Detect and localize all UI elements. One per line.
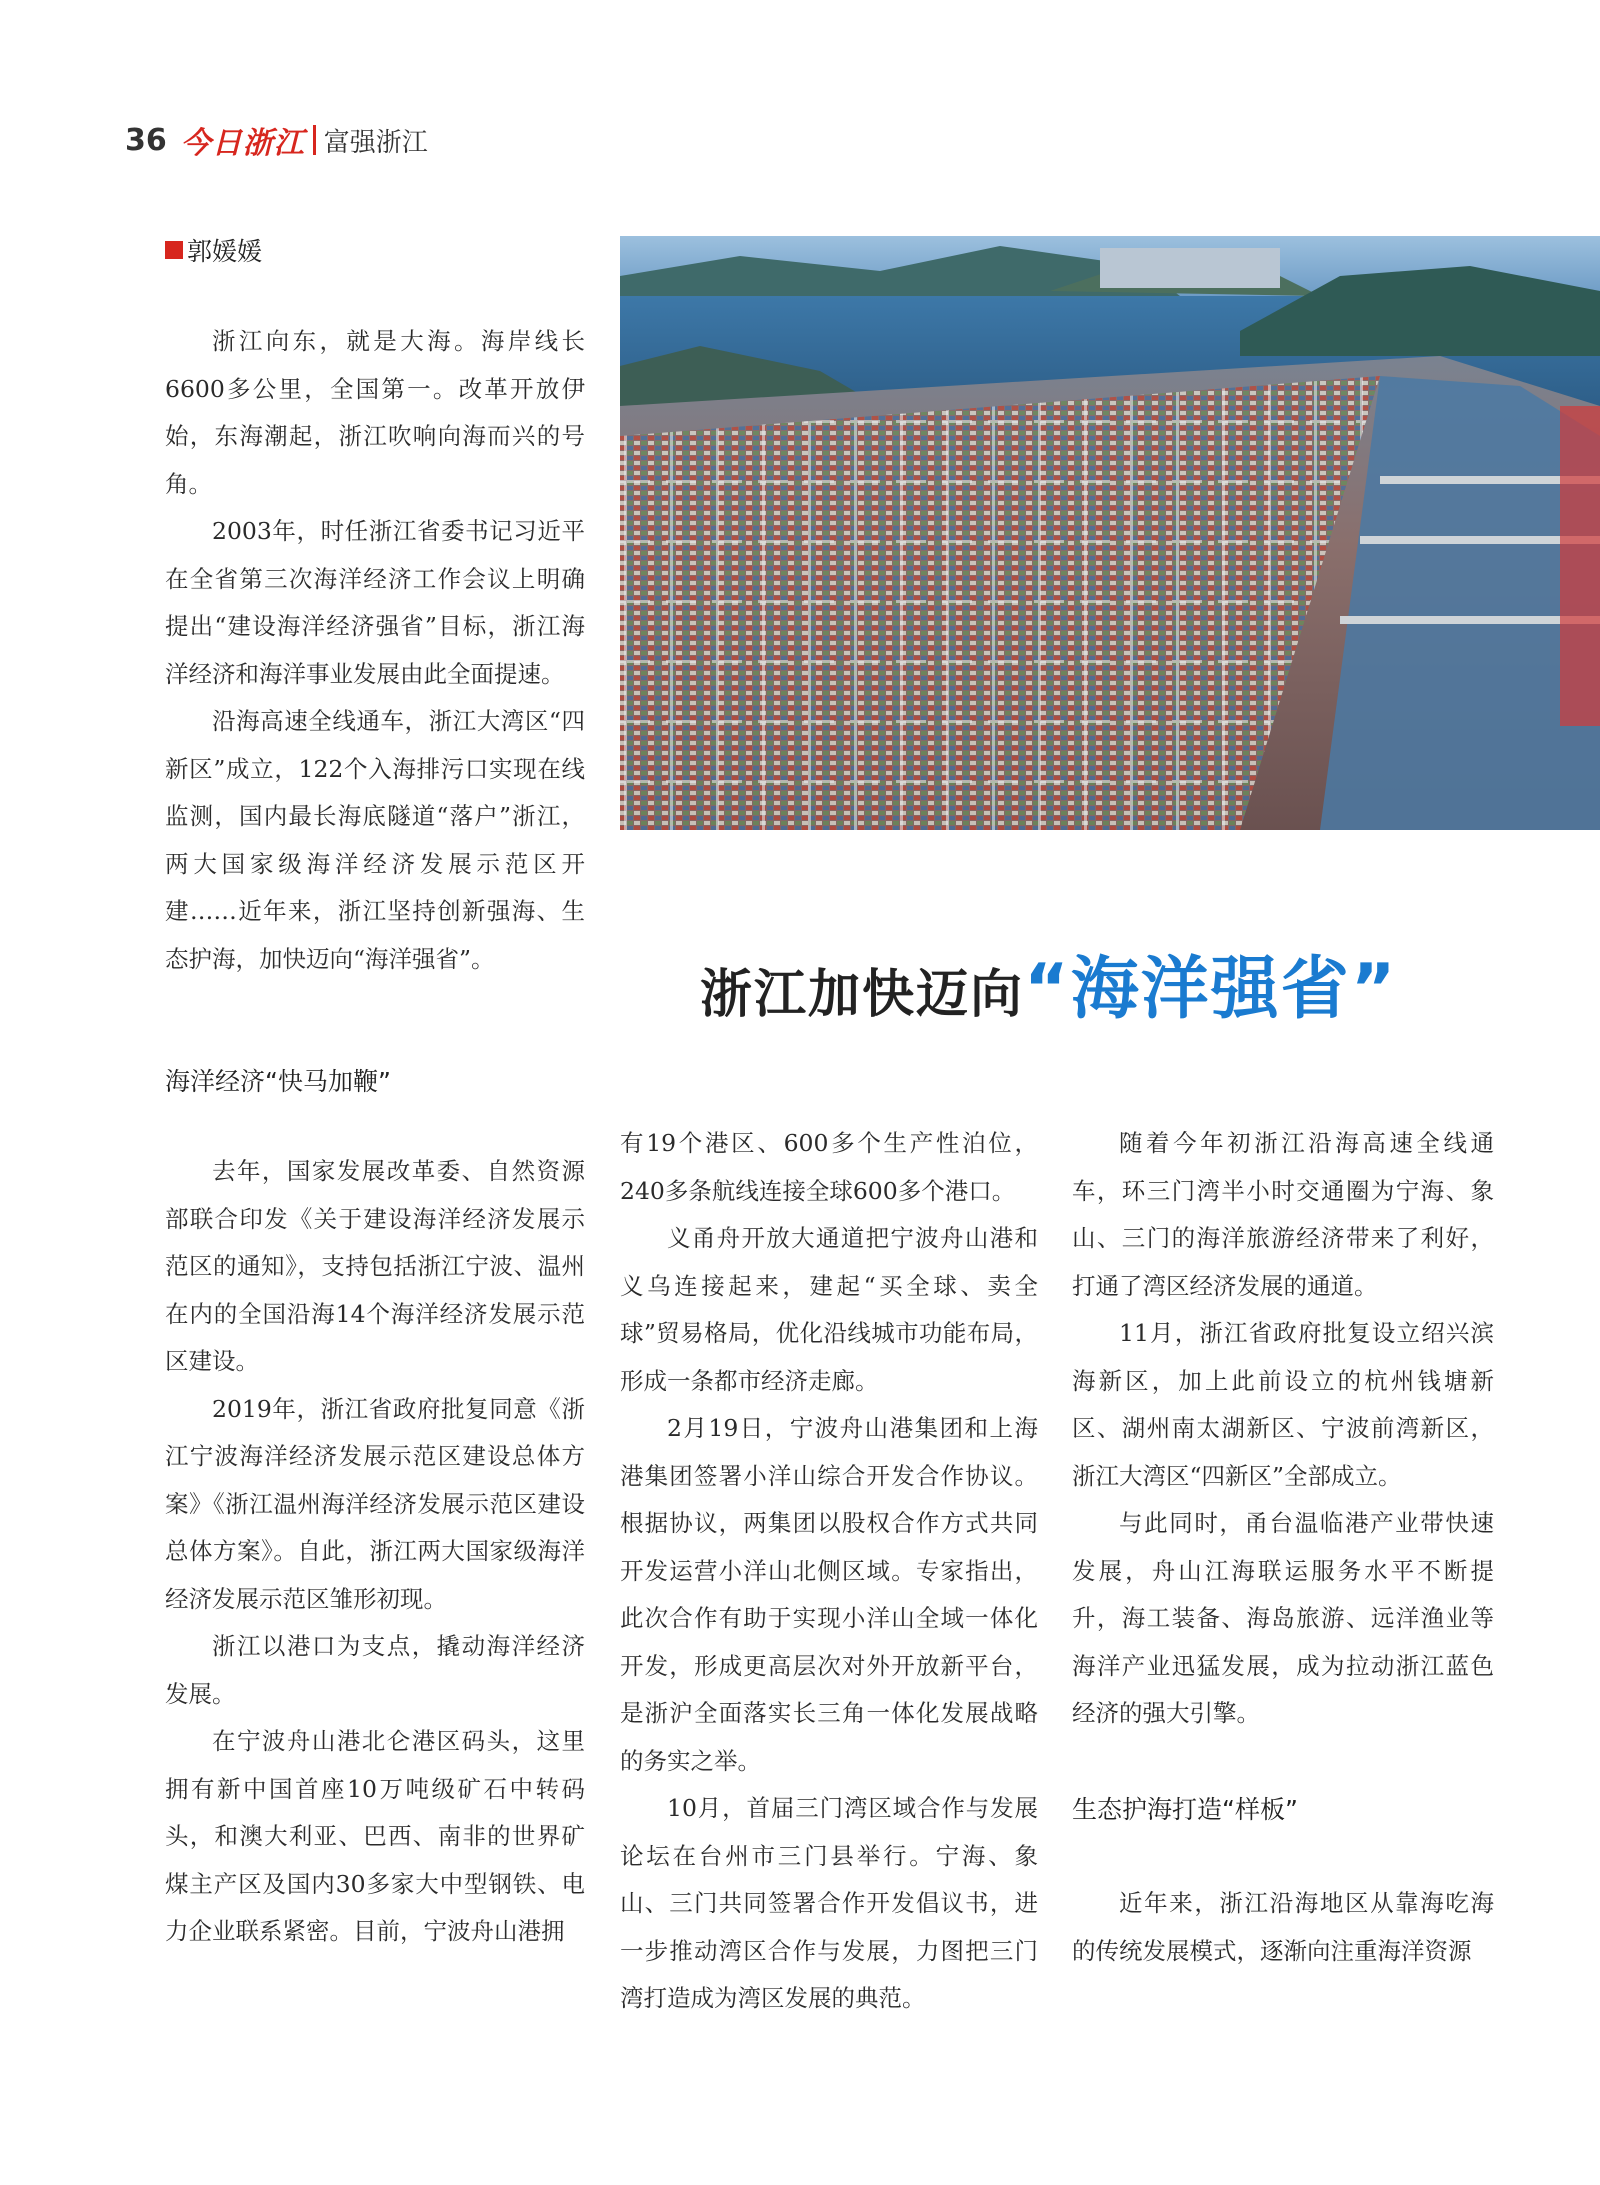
- body-paragraph: 2019年，浙江省政府批复同意《浙江宁波海洋经济发展示范区建设总体方案》《浙江温州海洋经济发展示范区建设总体方案》。自此，浙江两大国家级海洋经济发展示范区雏形初现。: [165, 1394, 585, 1613]
- author-marker-icon: [165, 241, 183, 259]
- body-paragraph: 10月，首届三门湾区域合作与发展论坛在台州市三门县举行。宁海、象山、三门共同签署合作开发倡议书，进一步推动湾区合作与发展，力图把三门湾打造成为湾区发展的典范。: [620, 1794, 1038, 2012]
- section-heading: 生态护海打造“样板”: [1072, 1795, 1298, 1824]
- body-paragraph: 与此同时，甬台温临港产业带快速发展，舟山江海联运服务水平不断提升，海工装备、海岛旅游、远洋渔业等海洋产业迅猛发展，成为拉动浙江蓝色经济的强大引擎。: [1072, 1509, 1494, 1727]
- body-paragraph: 义甬舟开放大通道把宁波舟山港和义乌连接起来，建起“买全球、卖全球”贸易格局，优化沿线城市功能布局，形成一条都市经济走廊。: [620, 1224, 1038, 1395]
- body-paragraph: 去年，国家发展改革委、自然资源部联合印发《关于建设海洋经济发展示范区的通知》，支持包括浙江宁波、温州在内的全国沿海14个海洋经济发展示范区建设。: [165, 1157, 585, 1375]
- header-divider: [313, 125, 316, 155]
- body-column-c-section2: [1072, 1880, 1494, 1975]
- section-heading: 海洋经济“快马加鞭”: [165, 1067, 391, 1096]
- magazine-logo: 今日浙江: [180, 126, 305, 161]
- body-paragraph: 在宁波舟山港北仑港区码头，这里拥有新中国首座10万吨级矿石中转码头，和澳大利亚、巴西、南非的世界矿煤主产区及国内30多家大中型钢铁、电力企业联系紧密。目前，宁波舟山港拥: [165, 1727, 585, 1945]
- headline: [700, 935, 1397, 1032]
- body-paragraph: 随着今年初浙江沿海高速全线通车，环三门湾半小时交通圈为宁海、象山、三门的海洋旅游经济带来了利好，打通了湾区经济发展的通道。: [1072, 1129, 1494, 1300]
- body-paragraph-continued: 有19个港区、600多个生产性泊位，240多条航线连接全球600多个港口。: [620, 1129, 1038, 1205]
- body-paragraph: 浙江以港口为支点，撬动海洋经济发展。: [165, 1632, 585, 1708]
- body-column-c: [1072, 1120, 1494, 1738]
- intro-column: [165, 318, 585, 983]
- section-name: 富强浙江: [323, 127, 428, 158]
- headline-accent: “海洋强省”: [1024, 950, 1398, 1029]
- intro-paragraph: 2003年，时任浙江省委书记习近平在全省第三次海洋经济工作会议上明确提出“建设海洋经济强省”目标，浙江海洋经济和海洋事业发展由此全面提速。: [165, 517, 585, 688]
- body-column-a: [165, 1148, 585, 1956]
- headline-main: 浙江加快迈向: [700, 964, 1025, 1025]
- body-column-b: [620, 1120, 1038, 2023]
- author-line: [165, 232, 262, 268]
- page-number: 36: [125, 122, 167, 158]
- page-header: [125, 120, 428, 160]
- body-paragraph: 11月，浙江省政府批复设立绍兴滨海新区，加上此前设立的杭州钱塘新区、湖州南太湖新区、宁波前湾新区，浙江大湾区“四新区”全部成立。: [1072, 1319, 1494, 1490]
- intro-paragraph: 浙江向东，就是大海。海岸线长6600多公里，全国第一。改革开放伊始，东海潮起，浙江吹响向海而兴的号角。: [165, 327, 585, 498]
- body-paragraph: 2月19日，宁波舟山港集团和上海港集团签署小洋山综合开发合作协议。根据协议，两集团以股权合作方式共同开发运营小洋山北侧区域。专家指出，此次合作有助于实现小洋山全域一体化开发，形成更高层次对外开放新平台，是浙沪全面落实长三角一体化发展战略的务实之举。: [620, 1414, 1038, 1775]
- body-paragraph: 近年来，浙江沿海地区从靠海吃海的传统发展模式，逐渐向注重海洋资源: [1072, 1889, 1494, 1965]
- port-photo: [620, 236, 1600, 830]
- intro-paragraph: 沿海高速全线通车，浙江大湾区“四新区”成立，122个入海排污口实现在线监测，国内最长海底隧道“落户”浙江，两大国家级海洋经济发展示范区开建……近年来，浙江坚持创新强海、生态护海，加快迈向“海洋强省”。: [165, 707, 585, 973]
- author-name: 郭媛媛: [187, 237, 263, 266]
